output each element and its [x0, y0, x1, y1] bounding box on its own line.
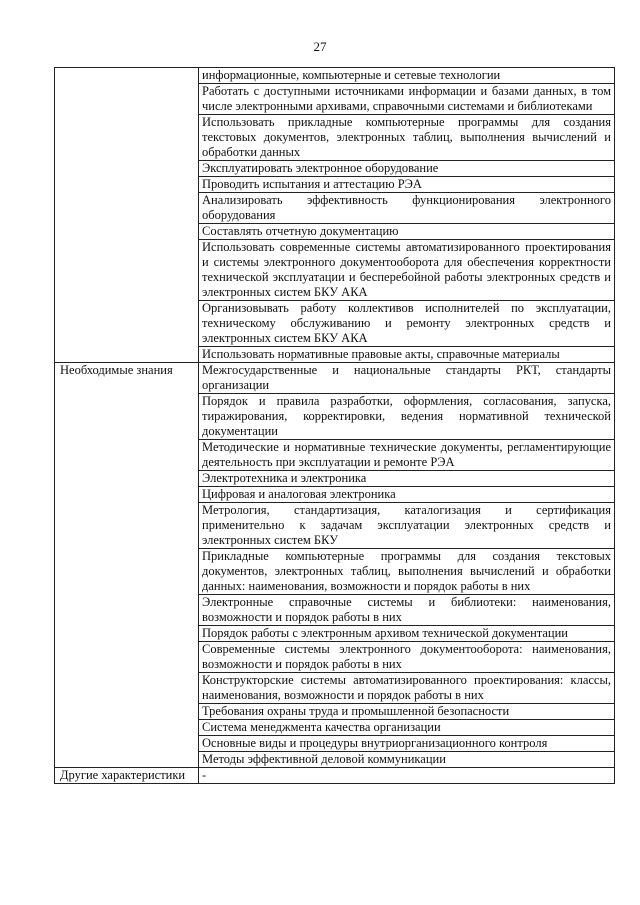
- knowledge-item: Электротехника и электроника: [199, 471, 615, 487]
- knowledge-item: Цифровая и аналоговая электроника: [199, 487, 615, 503]
- knowledge-item: Современные системы электронного документооборота: наименования, возможности и порядок работы в них: [199, 642, 615, 673]
- knowledge-item: Требования охраны труда и промышленной безопасности: [199, 704, 615, 720]
- skill-item: Использовать нормативные правовые акты, справочные материалы: [199, 347, 615, 363]
- skill-item: Работать с доступными источниками информации и базами данных, в том числе электронными архивами, справочными системами и библиотеками: [199, 84, 615, 115]
- skill-item: информационные, компьютерные и сетевые технологии: [199, 68, 615, 84]
- table-row: [55, 363, 615, 394]
- skill-item: Использовать прикладные компьютерные программы для создания текстовых документов, электронных таблиц, выполнения вычислений и обработки данных: [199, 115, 615, 161]
- skill-item: Проводить испытания и аттестацию РЭА: [199, 177, 615, 193]
- qualification-table: [54, 67, 615, 784]
- knowledge-item: Межгосударственные и национальные стандарты РКТ, стандарты организации: [199, 363, 615, 394]
- knowledge-item: Порядок и правила разработки, оформления, согласования, запуска, тиражирования, корректировки, ведения нормативной технической документации: [199, 394, 615, 440]
- other-label: Другие характеристики: [55, 768, 199, 784]
- knowledge-item: Методические и нормативные технические документы, регламентирующие деятельность при эксплуатации и ремонте РЭА: [199, 440, 615, 471]
- knowledge-item: Порядок работы с электронным архивом технической документации: [199, 626, 615, 642]
- knowledge-label: Необходимые знания: [55, 363, 199, 768]
- knowledge-item: Прикладные компьютерные программы для создания текстовых документов, электронных таблиц, выполнения вычислений и обработки данных: наименования, возможности и порядок работы в них: [199, 549, 615, 595]
- knowledge-item: Основные виды и процедуры внутриорганизационного контроля: [199, 736, 615, 752]
- skill-item: Использовать современные системы автоматизированного проектирования и системы электронного документооборота для обеспечения корректности технической эксплуатации и бесперебойной работы электронных средств и электронных систем БКУ АКА: [199, 240, 615, 301]
- skill-item: Организовывать работу коллективов исполнителей по эксплуатации, техническому обслуживанию и ремонту электронных средств и электронных систем БКУ АКА: [199, 301, 615, 347]
- table-row: [55, 768, 615, 784]
- skills-label-cell: [55, 68, 199, 363]
- knowledge-item: Метрология, стандартизация, каталогизация и сертификация применительно к задачам эксплуатации электронных средств и электронных систем БКУ: [199, 503, 615, 549]
- page-number: 27: [313, 39, 327, 54]
- table-row: [55, 68, 615, 84]
- skill-item: Анализировать эффективность функционирования электронного оборудования: [199, 193, 615, 224]
- skill-item: Составлять отчетную документацию: [199, 224, 615, 240]
- skill-item: Эксплуатировать электронное оборудование: [199, 161, 615, 177]
- knowledge-item: Система менеджмента качества организации: [199, 720, 615, 736]
- knowledge-item: Методы эффективной деловой коммуникации: [199, 752, 615, 768]
- other-value: -: [199, 768, 615, 784]
- knowledge-item: Конструкторские системы автоматизированного проектирования: классы, наименования, возможности и порядок работы в них: [199, 673, 615, 704]
- knowledge-item: Электронные справочные системы и библиотеки: наименования, возможности и порядок работы в них: [199, 595, 615, 626]
